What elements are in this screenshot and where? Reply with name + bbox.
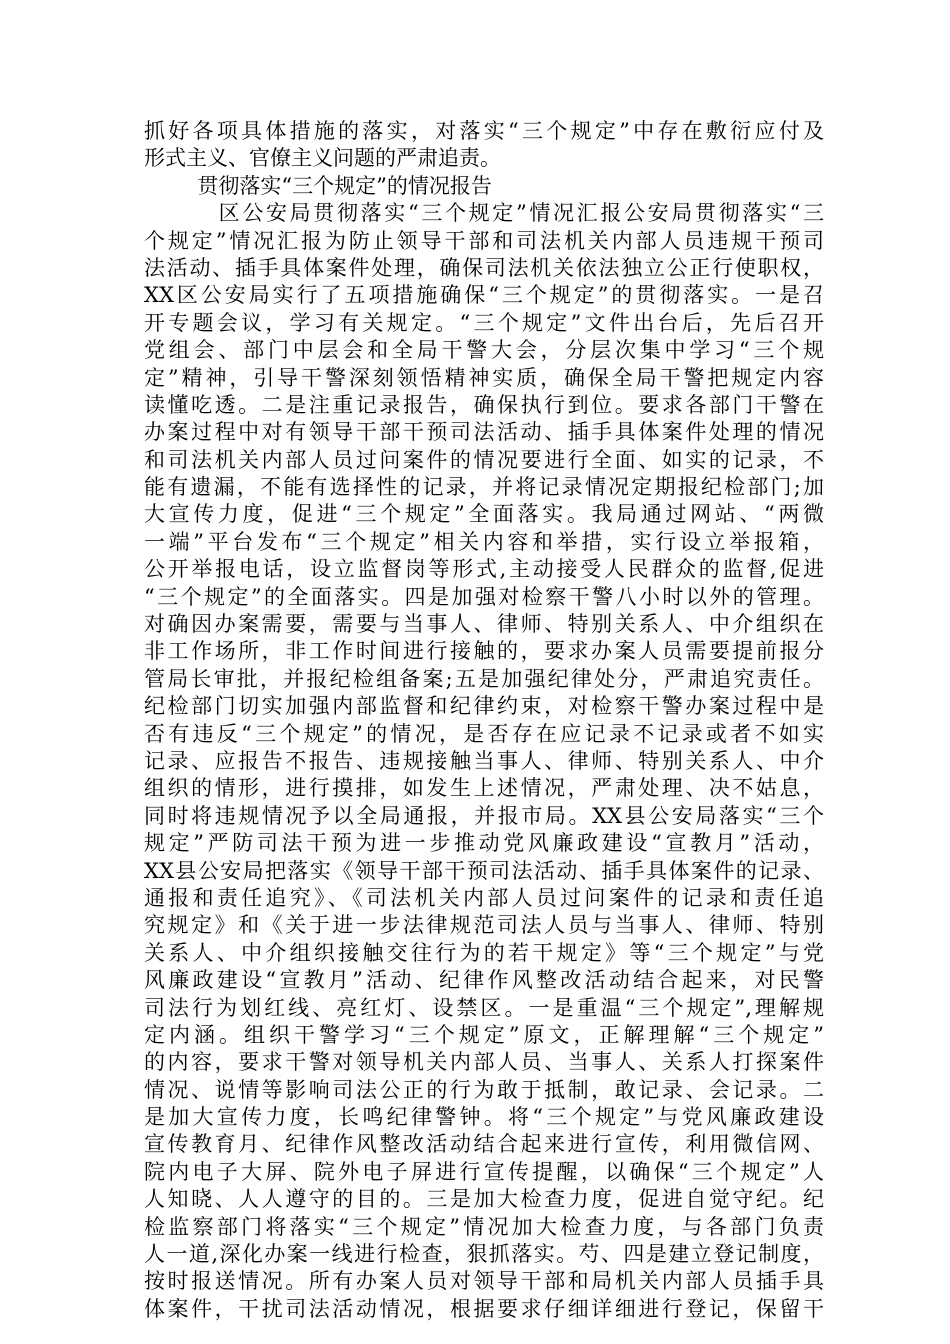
- text-line: 是加大宣传力度，长鸣纪律警钟。将“三个规定”与党风廉政建设: [144, 1105, 824, 1130]
- text-line: 法活动、插手具体案件处理，确保司法机关依法独立公正行使职权，: [144, 255, 824, 280]
- text-line: 办案过程中对有领导干部干预司法活动、插手具体案件处理的情况: [144, 420, 824, 445]
- text-line: 组织的情形，进行摸排，如发生上述情况，严肃处理、决不姑息，: [144, 776, 824, 801]
- text-line: 通报和责任追究》、《司法机关内部人员过问案件的记录和责任追: [144, 885, 824, 910]
- text-line: 宣传教育月、纪律作风整改活动结合起来进行宣传，利用微信网、: [144, 1132, 824, 1157]
- text-line: 区公安局贯彻落实“三个规定”情况汇报公安局贯彻落实“三: [144, 201, 824, 226]
- text-line: 开专题会议，学习有关规定。“三个规定”文件出台后，先后召开: [144, 310, 824, 335]
- text-line: XX县公安局把落实《领导干部干预司法活动、插手具体案件的记录、: [144, 858, 824, 883]
- text-line: 抓好各项具体措施的落实，对落实“三个规定”中存在敷衍应付及: [144, 119, 824, 143]
- text-line: 的内容，要求干警对领导机关内部人员、当事人、关系人打探案件: [144, 1050, 824, 1075]
- text-line: 大宣传力度，促进“三个规定”全面落实。我局通过网站、“两微: [144, 502, 824, 527]
- text-line: 司法行为划红线、亮红灯、设禁区。一是重温“三个规定”,理解规: [144, 995, 824, 1020]
- text-line: 能有遗漏，不能有选择性的记录，并将记录情况定期报纪检部门;加: [144, 475, 824, 500]
- text-line: 按时报送情况。所有办案人员对领导干部和局机关内部人员插手具: [144, 1269, 824, 1294]
- text-line: 院内电子大屏、院外电子屏进行宣传提醒，以确保“三个规定”人: [144, 1159, 824, 1184]
- section-heading: 贯彻落实“三个规定”的情况报告: [144, 173, 492, 198]
- text-line: 记录、应报告不报告、违规接触当事人、律师、特别关系人、中介: [144, 748, 824, 773]
- text-line: 和司法机关内部人员过问案件的情况要进行全面、如实的记录，不: [144, 447, 824, 472]
- text-line: 规定”严防司法干预为进一步推动党风廉政建设“宣教月”活动，: [144, 831, 824, 856]
- text-line: 同时将违规情况予以全局通报，并报市局。XX县公安局落实“三个: [144, 803, 824, 828]
- text-line: 管局长审批，并报纪检组备案;五是加强纪律处分，严肃追究责任。: [144, 666, 824, 691]
- text-line: 形式主义、官僚主义问题的严肃追责。: [144, 146, 501, 171]
- text-line: 人一道,深化办案一线进行检查，狠抓落实。芍、四是建立登记制度，: [144, 1242, 824, 1267]
- document-body-text: [144, 118, 824, 1323]
- text-line: 体案件，干扰司法活动情况，根据要求仔细详细进行登记，保留干: [144, 1296, 824, 1321]
- text-line: 否有违反“三个规定”的情况，是否存在应记录不记录或者不如实: [144, 721, 824, 746]
- text-line: “三个规定”的全面落实。四是加强对检察干警八小时以外的管理。: [144, 584, 824, 609]
- text-line: 非工作场所，非工作时间进行接触的，要求办案人员需要提前报分: [144, 639, 824, 664]
- text-line: 情况、说情等影响司法公正的行为敢于抵制，敢记录、会记录。二: [144, 1077, 824, 1102]
- text-line: 个规定”情况汇报为防止领导干部和司法机关内部人员违规干预司: [144, 228, 824, 253]
- text-line: 定内涵。组织干警学习“三个规定”原文，正解理解“三个规定”: [144, 1022, 824, 1047]
- text-line: 对确因办案需要，需要与当事人、律师、特别关系人、中介组织在: [144, 612, 824, 637]
- text-line: 公开举报电话，设立监督岗等形式,主动接受人民群众的监督,促进: [144, 557, 824, 582]
- text-line: 风廉政建设“宣教月”活动、纪律作风整改活动结合起来，对民警: [144, 968, 824, 993]
- text-line: 纪检部门切实加强内部监督和纪律约束，对检察干警办案过程中是: [144, 694, 824, 719]
- text-line: 究规定》和《关于进一步法律规范司法人员与当事人、律师、特别: [144, 913, 824, 938]
- text-line: 党组会、部门中层会和全局干警大会，分层次集中学习“三个规: [144, 338, 824, 363]
- text-line: 关系人、中介组织接触交往行为的若干规定》等“三个规定”与党: [144, 940, 824, 965]
- text-line: XX区公安局实行了五项措施确保“三个规定”的贯彻落实。一是召: [144, 283, 824, 308]
- text-line: 检监察部门将落实“三个规定”情况加大检查力度，与各部门负责: [144, 1214, 824, 1239]
- text-line: 人知晓、人人遵守的目的。三是加大检查力度，促进自觉守纪。纪: [144, 1187, 824, 1212]
- text-line: 定”精神，引导干警深刻领悟精神实质，确保全局干警把规定内容: [144, 365, 824, 390]
- text-line: 一端”平台发布“三个规定”相关内容和举措，实行设立举报箱，: [144, 529, 824, 554]
- text-line: 读懂吃透。二是注重记录报告，确保执行到位。要求各部门干警在: [144, 392, 824, 417]
